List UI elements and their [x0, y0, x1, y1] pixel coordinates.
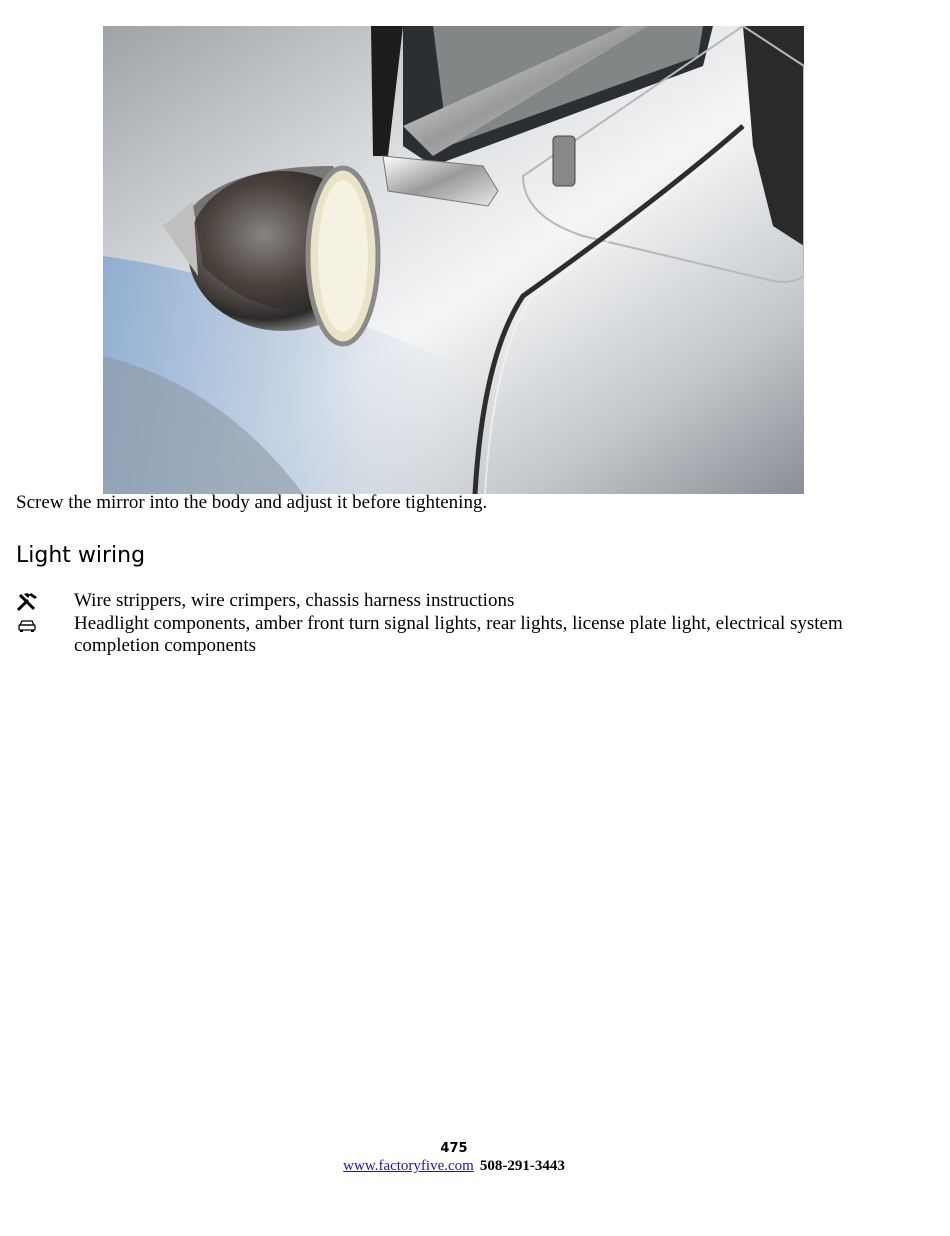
mirror-photo [103, 26, 804, 494]
tools-icon [16, 592, 38, 612]
page-number: 475 [440, 1141, 468, 1156]
list-item [16, 590, 896, 613]
phone-number: 508-291-3443 [479, 1158, 565, 1174]
list-item [16, 613, 896, 658]
list-item-text: Wire strippers, wire crimpers, chassis harness instructions [74, 590, 515, 611]
list-item-text: Headlight components, amber front turn signal lights, rear lights, license plate light, electrical system completion components [74, 612, 843, 656]
photo-caption: Screw the mirror into the body and adjust it before tightening. [16, 492, 488, 513]
footer-contact [0, 1158, 908, 1175]
car-icon [16, 615, 38, 635]
requirements-list [16, 590, 896, 658]
section-title: Light wiring [16, 543, 146, 568]
website-link[interactable]: www.factoryfive.com [343, 1158, 474, 1174]
